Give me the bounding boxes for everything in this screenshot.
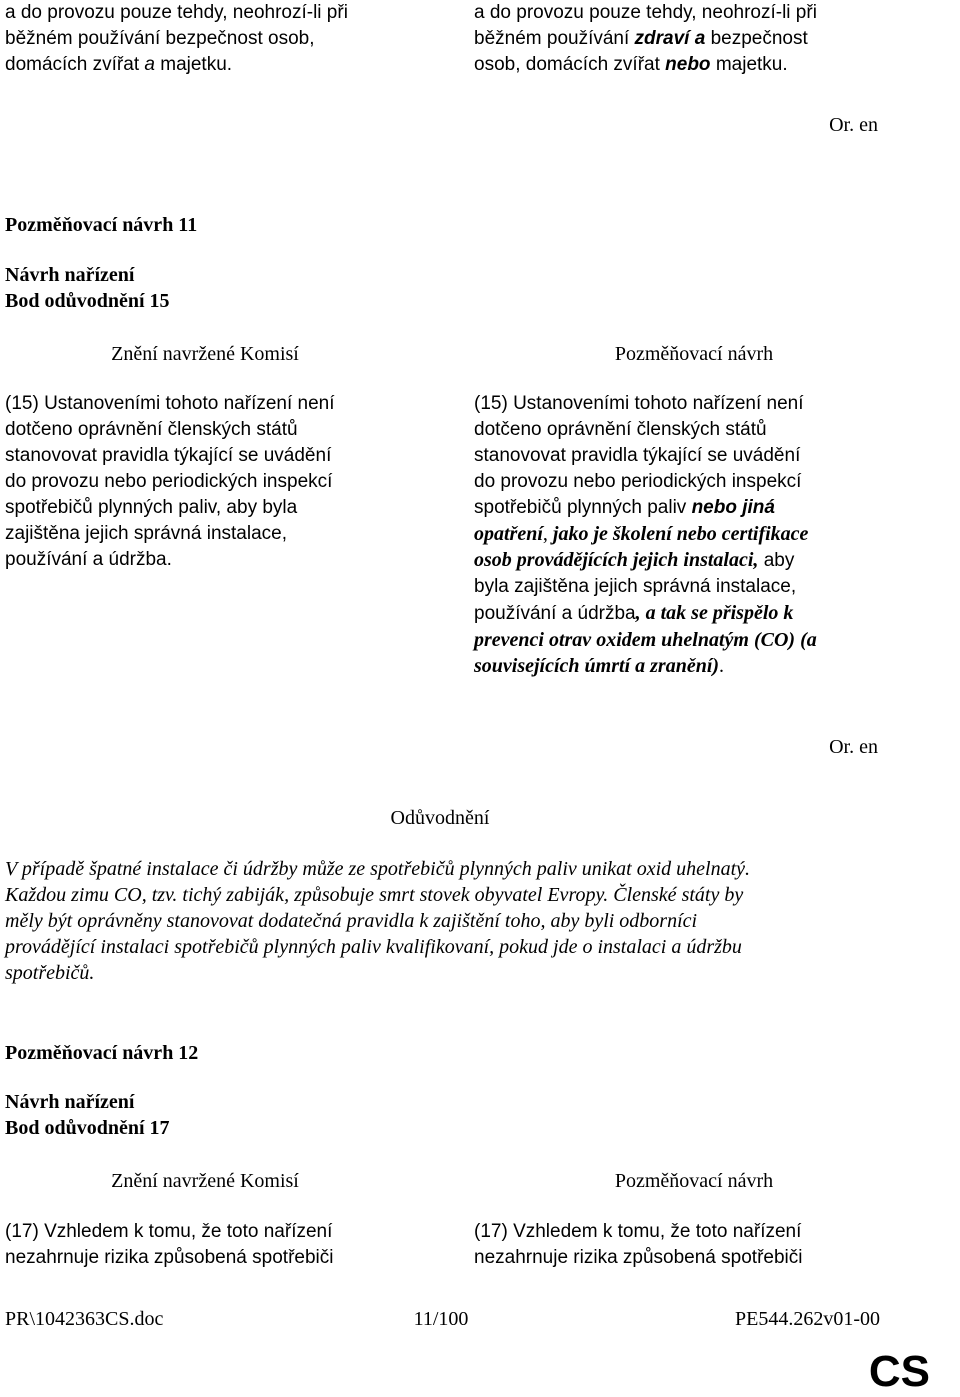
text-line: spotřebičů plynných paliv, aby byla (5, 497, 298, 518)
text-line: spotřebičů plynných paliv nebo jiná (474, 497, 775, 518)
proposal-label: Návrh nařízení (5, 264, 135, 286)
text-line: běžném používání zdraví a bezpečnost (474, 28, 808, 49)
proposal-label: Návrh nařízení (5, 1091, 135, 1113)
text-line: domácích zvířat a majetku. (5, 54, 233, 75)
top-right-text (474, 0, 914, 78)
recital-label: Bod odůvodnění 15 (5, 290, 170, 312)
text-line: opatření, jako je školení nebo certifikace (474, 523, 809, 545)
recital-label: Bod odůvodnění 17 (5, 1117, 170, 1139)
text-line: zajištěna jejich správná instalace, (5, 523, 287, 544)
text-line: provádějící instalaci spotřebičů plynných paliv kvalifikovaní, pokud jde o instalaci a údržbu (5, 936, 742, 958)
text-line: dotčeno oprávnění členských států (5, 419, 298, 440)
text-line: stanovovat pravidla týkající se uvádění (474, 445, 801, 466)
text-line: prevenci otrav oxidem uhelnatým (CO) (a (474, 629, 817, 651)
left-column-header: Znění navržené Komisí (111, 1170, 299, 1192)
text-line: (15) Ustanoveními tohoto nařízení není (474, 393, 804, 414)
text-line: souvisejících úmrtí a zranění). (474, 655, 725, 677)
left-column-header: Znění navržené Komisí (111, 343, 299, 365)
justification-title: Odůvodnění (390, 807, 490, 829)
text-line: nezahrnuje rizika způsobená spotřebiči (5, 1247, 334, 1268)
justification-text (5, 856, 875, 986)
original-language-label: Or. en (829, 736, 878, 758)
text-line: osob, domácích zvířat nebo majetku. (474, 54, 788, 75)
text-line: nezahrnuje rizika způsobená spotřebiči (474, 1247, 803, 1268)
amendment-title: Pozměňovací návrh 12 (5, 1042, 199, 1064)
text-line: stanovovat pravidla týkající se uvádění (5, 445, 332, 466)
text-line: (17) Vzhledem k tomu, že toto nařízení (5, 1221, 333, 1242)
amendment-text (474, 391, 914, 679)
text-line: byla zajištěna jejich správná instalace, (474, 576, 797, 597)
text-line: a do provozu pouze tehdy, neohrozí-li při (5, 2, 348, 23)
text-line: běžném používání bezpečnost osob, (5, 28, 315, 49)
top-left-text (5, 0, 405, 78)
text-line: spotřebičů. (5, 962, 95, 984)
commission-text (5, 391, 405, 573)
text-line: dotčeno oprávnění členských států (474, 419, 767, 440)
text-line: měly být oprávněny stanovovat dodatečná pravidla k zajištění toho, aby byli odborníci (5, 910, 698, 932)
text-line: osob provádějících jejich instalaci, aby (474, 549, 795, 571)
text-line: do provozu nebo periodických inspekcí (5, 471, 333, 492)
text-line: a do provozu pouze tehdy, neohrozí-li při (474, 2, 817, 23)
commission-text (5, 1219, 405, 1271)
footer-page-number: 11/100 (413, 1308, 469, 1330)
text-line: používání a údržba. (5, 549, 172, 570)
footer-doc-ref: PR\1042363CS.doc (5, 1308, 164, 1330)
right-column-header: Pozměňovací návrh (614, 1170, 774, 1192)
text-line: V případě špatné instalace či údržby může ze spotřebičů plynných paliv unikat oxid uhelnatý. (5, 858, 751, 880)
text-line: (17) Vzhledem k tomu, že toto nařízení (474, 1221, 802, 1242)
language-code: CS (868, 1347, 930, 1396)
right-column-header: Pozměňovací návrh (614, 343, 774, 365)
original-language-label: Or. en (829, 114, 878, 136)
text-line: Každou zimu CO, tzv. tichý zabiják, způsobuje smrt stovek obyvatel Evropy. Členské státy by (5, 884, 744, 906)
footer-pe-ref: PE544.262v01-00 (735, 1308, 880, 1330)
text-line: do provozu nebo periodických inspekcí (474, 471, 802, 492)
amendment-text (474, 1219, 914, 1271)
text-line: (15) Ustanoveními tohoto nařízení není (5, 393, 335, 414)
amendment-title: Pozměňovací návrh 11 (5, 214, 198, 236)
text-line: používání a údržba, a tak se přispělo k (474, 602, 794, 624)
